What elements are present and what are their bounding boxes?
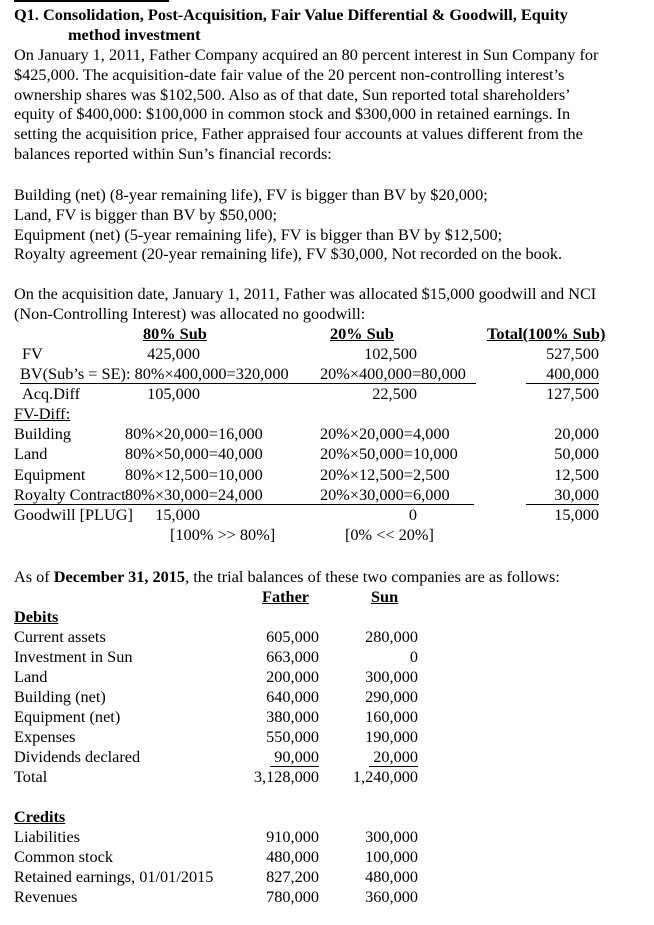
- intro-line: $425,000. The acquisition-date fair value of the 20 percent non-controlling interest’s: [14, 64, 565, 84]
- trial-balance-intro: [14, 567, 560, 587]
- debit-row-father: 3,128,000: [253, 767, 319, 786]
- fv-total: 527,500: [546, 344, 599, 363]
- credit-row-sun: 480,000: [365, 867, 418, 886]
- debit-row-label: Building (net): [14, 687, 106, 706]
- col-header-total: Total(100% Sub): [487, 324, 606, 343]
- debit-row-label: Dividends declared: [14, 747, 141, 766]
- credits-heading: Credits: [14, 807, 66, 826]
- debit-row-label: Investment in Sun: [14, 647, 133, 666]
- credit-row-father: 910,000: [266, 827, 319, 846]
- goodwill-note-line: On the acquisition date, January 1, 2011, Father was allocated $15,000 goodwill and NCI: [14, 284, 597, 303]
- debit-row-father: 663,000: [266, 647, 319, 666]
- debit-row-sun: 160,000: [365, 707, 418, 726]
- debit-row-label: Expenses: [14, 727, 76, 746]
- fvdiff-row-total: 30,000: [554, 484, 599, 504]
- col-header-80: 80% Sub: [143, 324, 207, 343]
- fvdiff-row-label: Building: [14, 424, 71, 444]
- debit-row-sun: 20,000: [373, 747, 418, 766]
- top-rule: [14, 0, 169, 2]
- goodwill-pct-20: [0% << 20%]: [345, 524, 434, 544]
- intro-line: On January 1, 2011, Father Company acquired an 80 percent interest in Sun Company for: [14, 45, 599, 64]
- debit-row-sun: 1,240,000: [352, 767, 418, 786]
- debit-row-label: Current assets: [14, 627, 106, 646]
- debit-row-father: 200,000: [266, 667, 319, 686]
- credit-row-father: 827,200: [266, 867, 319, 886]
- credit-row-sun: 300,000: [365, 827, 418, 846]
- acq-label: Acq.Diff: [22, 384, 81, 403]
- intro-part: December 31, 2015: [53, 567, 186, 586]
- dividends-father-underline: [270, 766, 319, 767]
- debit-row-sun: 300,000: [365, 667, 418, 686]
- credit-row-label: Common stock: [14, 847, 114, 866]
- debit-row-sun: 190,000: [365, 727, 418, 746]
- debit-row-father: 90,000: [274, 747, 319, 766]
- fvdiff-row-total: 20,000: [554, 424, 599, 444]
- goodwill-80: 15,000: [155, 504, 200, 524]
- goodwill-note-line: (Non-Controlling Interest) was allocated no goodwill:: [14, 303, 366, 323]
- dividends-sun-underline: [369, 766, 418, 767]
- fv-80: 425,000: [147, 344, 200, 363]
- debit-row-father: 380,000: [266, 707, 319, 726]
- intro-line: equity of $400,000: $100,000 in common stock and $300,000 in retained earnings. In: [14, 104, 571, 124]
- acq-80: 105,000: [147, 384, 200, 403]
- fvdiff-row-80: 80%×20,000=16,000: [125, 424, 263, 444]
- credit-row-father: 480,000: [266, 847, 319, 866]
- credit-row-father: 780,000: [266, 887, 319, 906]
- fvdiff-row-20: 20%×12,500=2,500: [320, 464, 450, 484]
- fvdiff-label: FV-Diff:: [14, 404, 71, 423]
- debit-row-sun: 0: [409, 647, 418, 666]
- debit-row-label: Land: [14, 667, 48, 686]
- acq-20: 22,500: [372, 384, 417, 403]
- intro-line: ownership shares was $102,500. Also as of that date, Sun reported total shareholders’: [14, 84, 571, 104]
- fvdiff-row-label: Equipment: [14, 464, 86, 484]
- goodwill-pct-80: [100% >> 80%]: [170, 524, 276, 544]
- debits-heading: Debits: [14, 607, 59, 626]
- credit-row-sun: 100,000: [365, 847, 418, 866]
- debit-row-sun: 280,000: [365, 627, 418, 646]
- debit-row-label: Equipment (net): [14, 707, 121, 726]
- bv-label: BV(Sub’s = SE): 80%×400,000=320,000: [20, 364, 289, 383]
- debit-row-father: 640,000: [266, 687, 319, 706]
- fvdiff-row-total: 12,500: [554, 464, 599, 484]
- goodwill-total: 15,000: [554, 504, 599, 524]
- bv-20: 20%×400,000=80,000: [320, 364, 466, 383]
- fvdiff-row-label: Royalty Contract: [14, 484, 126, 504]
- debit-row-sun: 290,000: [365, 687, 418, 706]
- credit-row-label: Retained earnings, 01/01/2015: [14, 867, 214, 886]
- intro-line: setting the acquisition price, Father appraised four accounts at values different from the: [14, 124, 583, 144]
- intro-part: As of: [14, 567, 54, 586]
- debit-row-father: 605,000: [266, 627, 319, 646]
- col-header-sun: Sun: [371, 587, 399, 606]
- intro-part: , the trial balances of these two companies are as follows:: [185, 567, 560, 586]
- fvdiff-row-80: 80%×50,000=40,000: [125, 444, 263, 464]
- goodwill-label: Goodwill [PLUG]: [14, 504, 133, 524]
- fvdiff-row-20: 20%×50,000=10,000: [320, 444, 458, 464]
- fvdiff-row-label: Land: [14, 444, 48, 464]
- debit-row-label: Total: [14, 767, 48, 786]
- account-line: Royalty agreement (20-year remaining life), FV $30,000, Not recorded on the book.: [14, 244, 563, 264]
- question-title: Q1. Consolidation, Post-Acquisition, Fair Value Differential & Goodwill, Equity: [14, 5, 568, 24]
- credit-row-label: Revenues: [14, 887, 78, 906]
- account-line: Building (net) (8-year remaining life), FV is bigger than BV by $20,000;: [14, 185, 488, 204]
- acq-total: 127,500: [546, 384, 599, 403]
- bv-total: 400,000: [546, 364, 599, 383]
- fv-20: 102,500: [364, 344, 417, 363]
- fvdiff-row-20: 20%×20,000=4,000: [320, 424, 450, 444]
- intro-line: balances reported within Sun’s financial records:: [14, 144, 332, 163]
- fvdiff-row-20: 20%×30,000=6,000: [320, 484, 450, 504]
- account-line: Equipment (net) (5-year remaining life), FV is bigger than BV by $12,500;: [14, 224, 503, 244]
- col-header-20: 20% Sub: [330, 324, 394, 343]
- debit-row-father: 550,000: [266, 727, 319, 746]
- credit-row-label: Liabilities: [14, 827, 81, 846]
- account-line: Land, FV is bigger than BV by $50,000;: [14, 204, 278, 224]
- credit-row-sun: 360,000: [365, 887, 418, 906]
- fvdiff-row-total: 50,000: [554, 444, 599, 464]
- fvdiff-row-80: 80%×12,500=10,000: [125, 464, 263, 484]
- question-title-cont: method investment: [68, 25, 201, 44]
- fvdiff-row-80: 80%×30,000=24,000: [125, 484, 263, 504]
- fv-label: FV: [22, 344, 43, 363]
- col-header-father: Father: [262, 587, 310, 606]
- goodwill-20: 0: [408, 504, 417, 524]
